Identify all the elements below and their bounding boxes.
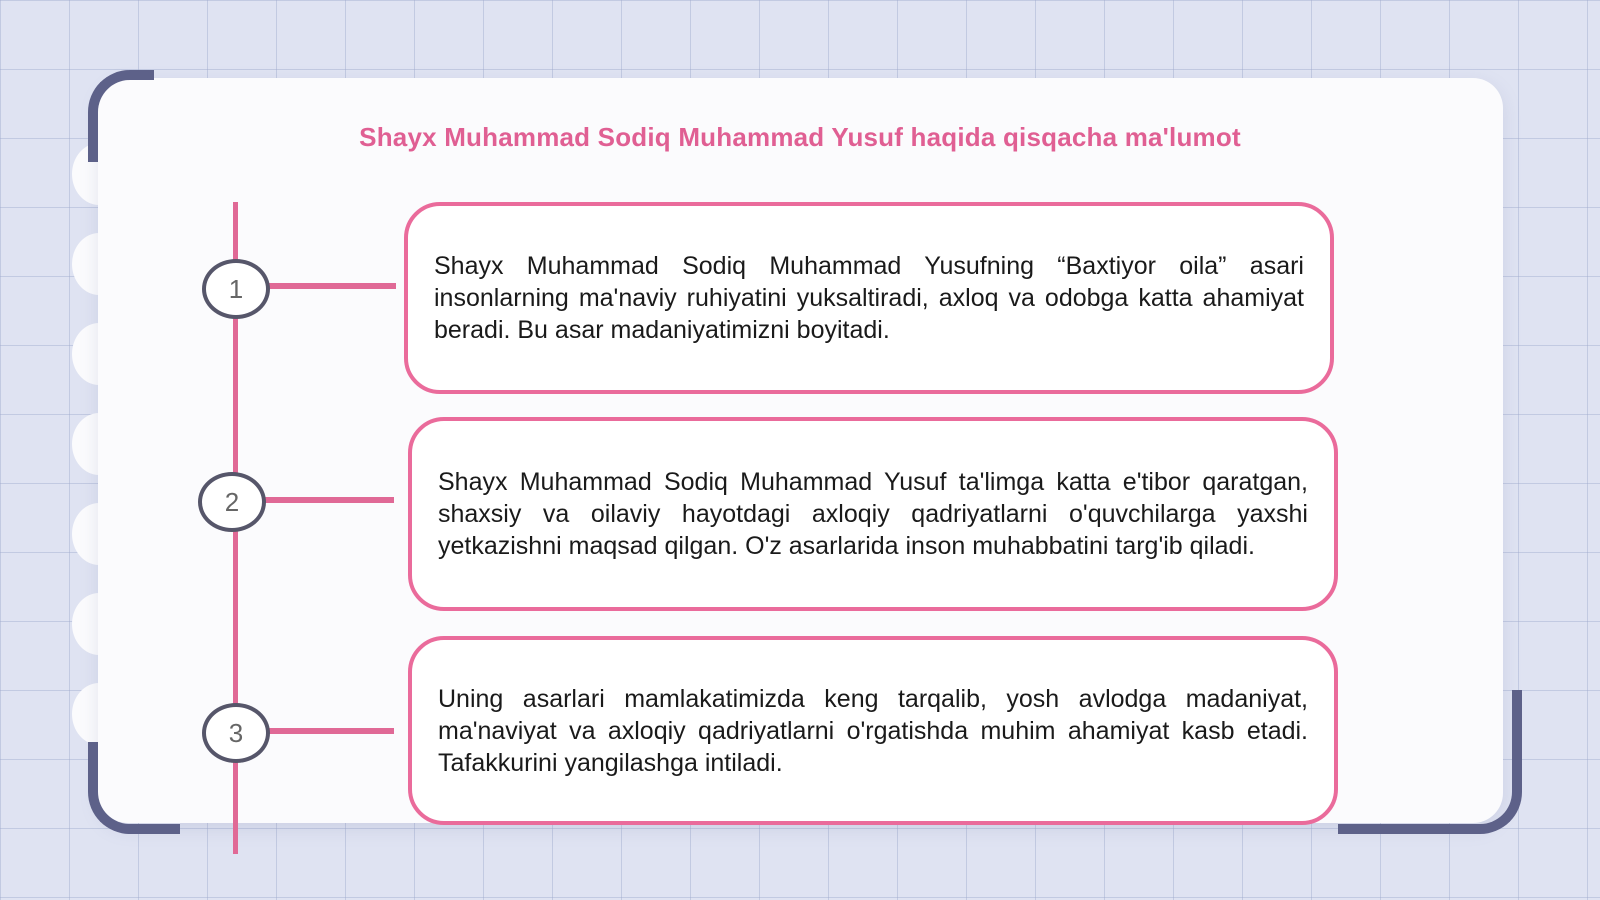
step-number-circle <box>202 259 270 319</box>
corner-bracket-bottom-right <box>1338 690 1522 834</box>
slide-title: Shayx Muhammad Sodiq Muhammad Yusuf haqida qisqacha ma'lumot <box>359 122 1241 152</box>
info-box <box>408 636 1338 825</box>
timeline-connector <box>266 283 396 289</box>
info-box <box>404 202 1334 394</box>
info-text: Shayx Muhammad Sodiq Muhammad Yusufning “Baxtiyor oila” asari insonlarning ma'naviy ruhiyatini yuksaltiradi, axloq va odobga katta ahamiyat beradi. Bu asar madaniyatimizni boyitadi. <box>434 252 1304 344</box>
corner-bracket-bottom-left <box>88 742 180 834</box>
info-box <box>408 417 1338 611</box>
info-text: Shayx Muhammad Sodiq Muhammad Yusuf ta'limga katta e'tibor qaratgan, shaxsiy va oilaviy hayotdagi axloqiy qadriyatlarni o'quvchilarga yaxshi yetkazishni maqsad qilgan. O'z asarlarida inson muhabbatini targ'ib qiladi. <box>438 468 1308 560</box>
timeline-connector <box>266 728 394 734</box>
step-number: 3 <box>228 717 244 748</box>
info-text: Uning asarlari mamlakatimizda keng tarqalib, yosh avlodga madaniyat, ma'naviyat va axloqiy qadriyatlarni o'rgatishda muhim ahamiyat kasb etadi. Tafakkurini yangilashga intiladi. <box>438 684 1308 777</box>
timeline-connector <box>264 497 394 503</box>
step-number: 2 <box>224 486 240 517</box>
step-number-circle <box>202 703 270 763</box>
corner-bracket-top-left <box>88 70 154 162</box>
step-number-circle <box>198 472 266 532</box>
step-number: 1 <box>228 273 244 304</box>
